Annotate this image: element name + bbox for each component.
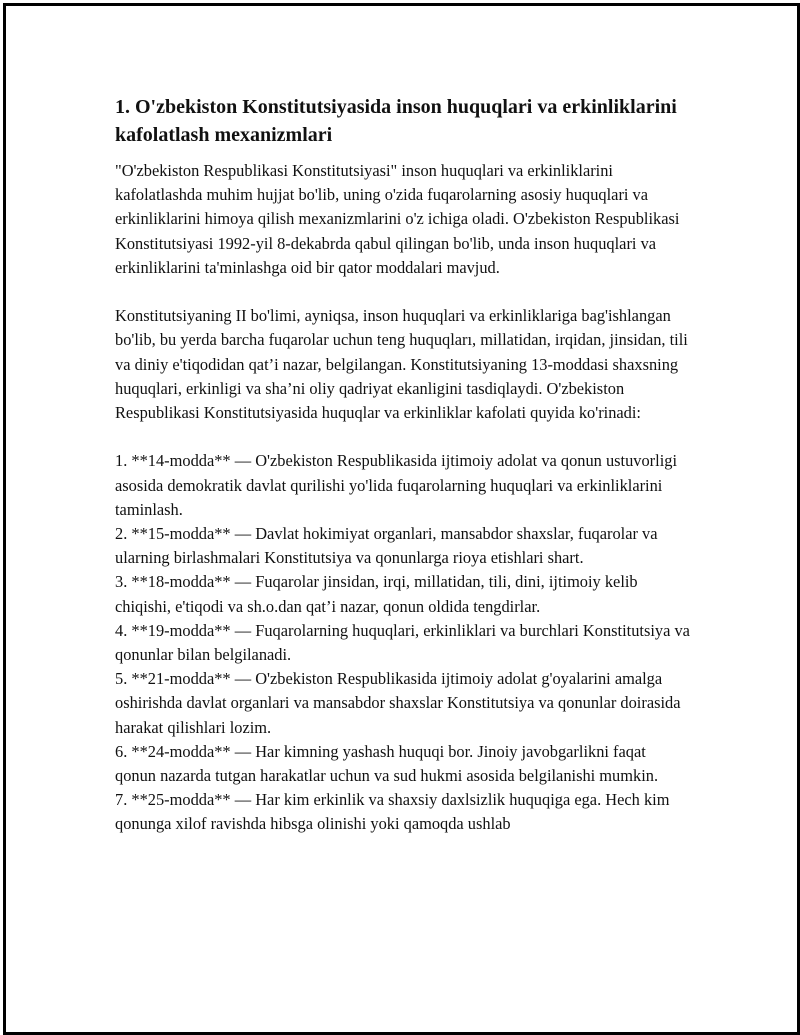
- list-item-article-15: 2. **15-modda** — Davlat hokimiyat organlari, mansabdor shaxslar, fuqarolar va ularning birlashmalari Konstitutsiya va qonunlarga rioya etishlari shart.: [115, 524, 658, 568]
- paragraph-spacer: [115, 280, 690, 304]
- paragraph-intro: "O'zbekiston Respublikasi Konstitutsiyasi" inson huquqlari va erkinliklarini kafolatlashda muhim hujjat bo'lib, uning o'zida fuqarolarning asosiy huquqlari va erkinliklarini himoya qilish mexanizmlarini o'z ichiga oladi. O'zbekiston Respublikasi Konstitutsiyasi 1992-yil 8-dekabrda qabul qilingan bo'lib, unda inson huquqlari va erkinliklarini ta'minlashga oid bir qator moddalari mavjud.: [115, 161, 680, 277]
- list-item-article-18: 3. **18-modda** — Fuqarolar jinsidan, irqi, millatidan, tili, dini, ijtimoiy kelib chiqishi, e'tiqodi va sh.o.dan qat’i nazar, qonun oldida tengdirlar.: [115, 572, 638, 616]
- list-item-article-25: 7. **25-modda** — Har kim erkinlik va shaxsiy daxlsizlik huquqiga ega. Hech kim qonunga xilof ravishda hibsga olinishi yoki qamoqda ushlab: [115, 790, 670, 834]
- article-list: [115, 449, 690, 836]
- document-body: [115, 93, 690, 837]
- list-item-article-24: 6. **24-modda** — Har kimning yashash huquqi bor. Jinoiy javobgarlikni faqat qonun nazarda tutgan harakatlar uchun va sud hukmi asosida belgilanishi mumkin.: [115, 741, 659, 786]
- paragraph-spacer: [115, 425, 690, 449]
- list-item-article-21: 5. **21-modda** — O'zbekiston Respublikasida ijtimoiy adolat g'oyalarini amalga oshirishda davlat organlari va mansabdor shaxslar Konstitutsiya va qonunlar doirasida harakat qilishlari lozim.: [115, 669, 681, 737]
- list-item-article-14: 1. **14-modda** — O'zbekiston Respublikasida ijtimoiy adolat va qonun ustuvorligi asosida demokratik davlat qurilishi yo'lida fuqarolarning huquqlari va erkinliklarini taminlash.: [115, 451, 677, 519]
- section-heading: 1. O'zbekiston Konstitutsiyasida inson huquqlari va erkinliklarini kafolatlash mexanizmlari: [115, 96, 677, 146]
- paragraph-section-ii: Konstitutsiyaning II bo'limi, ayniqsa, inson huquqlari va erkinliklariga bag'ishlangan bo'lib, bu yerda barcha fuqarolar uchun teng huquqları, millatidan, irqidan, jinsidan, tili va diniy e'tiqodidan qat’i nazar, belgilangan. Konstitutsiyaning 13-moddasi shaxsning huquqlari, erkinligi va sha’ni oliy qadriyat ekanligini tasdiqlaydi. O'zbekiston Respublikasi Konstitutsiyasida huquqlar va erkinliklar kafolati quyida ko'rinadi:: [115, 306, 688, 423]
- list-item-article-19: 4. **19-modda** — Fuqarolarning huquqlari, erkinliklari va burchlari Konstitutsiya va qonunlar bilan belgilanadi.: [115, 620, 690, 665]
